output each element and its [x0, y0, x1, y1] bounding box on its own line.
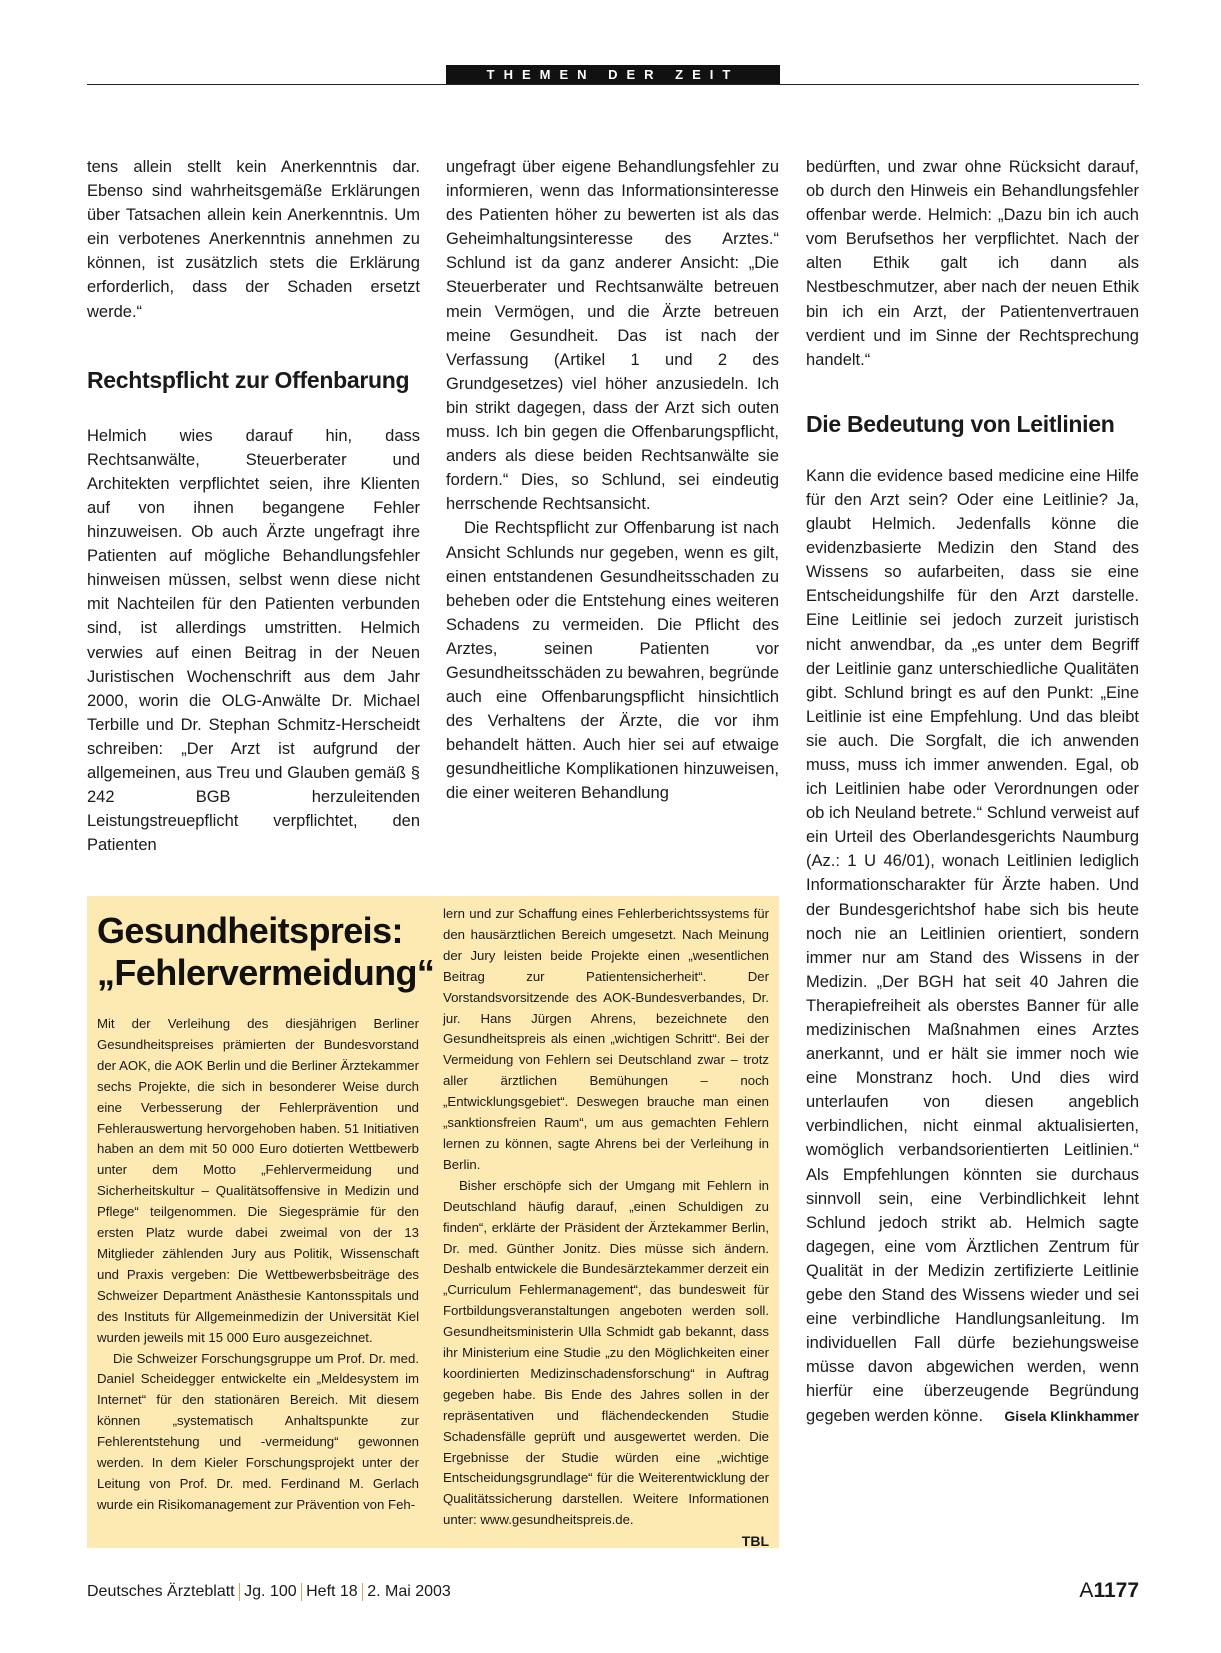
col1-paragraph-1: tens allein stellt kein Anerkenntnis dar. Ebenso sind wahrheitsgemäße Erklärungen über Tatsachen allein kein Anerkenntnis. Um ein verbotenes Anerkenntnis annehmen zu können, ist zusätzlich stets die Erklärung erforderlich, dass der Schaden ersetzt werde.“ [87, 158, 420, 321]
footer-journal: Deutsches Ärzteblatt [87, 1583, 235, 1601]
box-signature-row [443, 1531, 769, 1553]
col2-paragraph-2: Die Rechtspflicht zur Offenbarung ist nach Ansicht Schlunds nur gegeben, wenn es gilt, einen entstandenen Gesundheitsschaden zu beheben oder die Entstehung eines weiteren Schadens zu vermeiden. Die Pflicht des Arztes, seinen Patienten vor Gesundheitsschäden zu bewahren, begründe auch eine Offenbarungspflicht hinsichtlich des Verhaltens der Ärzte, die vor ihm behandelt hätten. Auch hier sei auf etwaige gesundheitliche Komplikationen hinzuweisen, die einer weiteren Behandlung [446, 519, 779, 803]
column-1 [87, 155, 420, 857]
page-prefix: A [1079, 1579, 1094, 1602]
box-paragraph-4: Bisher erschöpfe sich der Umgang mit Fehlern in Deutschland häufig darauf, „einen Schuldigen zu finden“, erklärte der Präsident der Ärztekammer Berlin, Dr. med. Günther Jonitz. Dies müsse sich ändern. Deshalb entwickele die Bundesärztekammer derzeit ein „Curriculum Fehlermanagement“, das bundesweit für Fortbildungsveranstaltungen angeboten werden soll. Gesundheitsministerin Ulla Schmidt gab bekannt, dass ihr Ministerium eine Studie „zu den Möglichkeiten einer koordinierten Medizinschadensforschung“ in Auftrag gegeben habe. Bis Ende des Jahres sollen in der repräsentativen und flächendeckenden Studie Schadensfälle geprüft und ausgewertet werden. Die Ergebnisse der Studie würden eine „wichtige Entscheidungsgrundlage“ für die Weiterentwicklung der Qualitätssicherung darstellen. Weitere Informationen unter: www.gesundheitspreis.de. [443, 1177, 769, 1528]
footer-volume: Jg. 100 [244, 1583, 297, 1601]
col1-paragraph-2: Helmich wies darauf hin, dass Rechtsanwälte, Steuerberater und Architekten verpflichtet seien, ihre Klienten auf von ihnen begangene Fehler hinzuweisen. Ob auch Ärzte ungefragt ihre Patienten auf mögliche Behandlungsfehler hinweisen müssen, selbst wenn diese nicht mit Nachteilen für den Patienten verbunden sind, ist allerdings umstritten. Helmich verwies auf einen Beitrag in der Neuen Juristischen Wochenschrift aus dem Jahr 2000, worin die OLG-Anwälte Dr. Michael Terbille und Dr. Stephan Schmitz-Herscheidt schreiben: „Der Arzt ist aufgrund der allgemeinen, aus Treu und Glauben gemäß § 242 BGB herzuleitenden Leistungstreuepflicht verpflichtet, den Patienten [87, 426, 420, 855]
col3-paragraph-2 [806, 464, 1139, 1428]
footer-date: 2. Mai 2003 [367, 1583, 451, 1601]
box-paragraph-2: Die Schweizer Forschungsgruppe um Prof. Dr. med. Daniel Scheidegger entwickelte ein „Meldesystem im Internet“ für den stationären Bereich. Mit diesem können „systematisch Anhaltspunkte zur Fehlerentstehung und -vermeidung“ gewonnen werden. In dem Kieler Forschungsprojekt unter der Leitung von Prof. Dr. med. Ferdinand M. Gerlach wurde ein Risikomanagement zur Prävention von Feh- [97, 1350, 419, 1512]
page-number [1079, 1579, 1139, 1603]
column-3 [806, 155, 1139, 1428]
column-2 [446, 155, 779, 806]
col3-paragraph-2-text: Kann die evidence based medicine eine Hilfe für den Arzt sein? Oder eine Leitlinie? Ja, glaubt Helmich. Jedenfalls könne die evidenzbasierte Medizin den Stand des Wissens so aufarbeiten, dass sie eine Entscheidungshilfe für den Arzt darstelle. Eine Leitlinie sei jedoch zurzeit juristisch nicht anwendbar, da „es unter dem Begriff der Leitlinie ganz unterschiedliche Qualitäten gibt. Schlund bringt es auf den Punkt: „Eine Leitlinie ist eine Empfehlung. Und das bleibt sie auch. Die Sorgfalt, die ich anwenden muss, muss ich immer anwenden. Egal, ob ich Leitlinien habe oder Verordnungen oder ob ich Neuland betrete.“ Schlund verweist auf ein Urteil des Oberlandesgerichts Naumburg (Az.: 1 U 46/01), wonach Leitlinien lediglich Informationscharakter für Ärzte haben. Und der Bundesgerichtshof habe sich bis heute noch nie an Leitlinien orientiert, sondern immer nur am Stand des Wissens in der Medizin. „Der BGH hat seit 40 Jahren die Therapiefreiheit als oberstes Banner für alle medizinischen Maßnahmen eines Arztes anerkannt, und er hält sie immer noch wie eine Monstranz hoch. Und dies wird unterlaufen von diesen angeblich verbindlichen, nicht einmal aktualisierten, womöglich verbandsorientierten Leitlinien.“ Als Empfehlungen könnten sie durchaus sinnvoll sein, eine Verbindlichkeit lehnt Schlund jedoch strikt ab. Helmich sagte dagegen, eine vom Ärztlichen Zentrum für Qualität in der Medizin zertifizierte Leitlinie gebe den Stand des Wissens wieder und sei eine verbindliche Handlungsanleitung. Im individuellen Fall dürfe beziehungsweise müsse davon abgewichen werden, wenn hierfür eine überzeugende Begründung gegeben werden könne. [806, 466, 1139, 1425]
col2-paragraph-1: ungefragt über eigene Behandlungsfehler zu informieren, wenn das Informationsinteresse des Patienten höher zu bewerten ist als das Geheimhaltungsinteresse des Arztes.“ Schlund ist da ganz anderer Ansicht: „Die Steuerberater und Rechtsanwälte betreuen mein Vermögen, und die Ärzte betreuen meine Gesundheit. Das ist nach der Verfassung (Artikel 1 und 2 des Grundgesetzes) viel höher anzusiedeln. Ich bin strikt dagegen, dass der Arzt sich outen muss. Ich bin gegen die Offenbarungspflicht, anders als diese beiden Rechtsanwälte sie fordern.“ Dies, so Schlund, sei eindeutig herrschende Rechtsansicht. [446, 158, 779, 514]
page-number-value: 1177 [1093, 1579, 1139, 1602]
col3-paragraph-1: bedürften, und zwar ohne Rücksicht darauf, ob durch den Hinweis ein Behandlungsfehler offenbar werde. Helmich: „Dazu bin ich auch vom Berufsethos her verpflichtet. Nach der alten Ethik galt ich dann als Nestbeschmutzer, aber nach der neuen Ethik bin ich ein Arzt, der Patientenvertrauen verdient und im Sinne der Rechtsprechung handelt.“ [806, 158, 1139, 369]
footer-separator [301, 1583, 303, 1601]
footer-separator [239, 1583, 241, 1601]
box-title-line-2: „Fehlervermeidung“ [97, 952, 435, 993]
heading-leitlinien: Die Bedeutung von Leitlinien [806, 410, 1115, 437]
box-title [97, 910, 435, 994]
box-paragraph-3: lern und zur Schaffung eines Fehlerberichtssystems für den hausärztlichen Bereich umgesetzt. Nach Meinung der Jury leisten beide Projekte einen „wesentlichen Beitrag zur Patientensicherheit“. Der Vorstandsvorsitzende des AOK-Bundesverbandes, Dr. jur. Hans Jürgen Ahrens, bezeichnete den Gesundheitspreis als einen „wichtigen Schritt“. Bei der Vermeidung von Fehlern sei Deutschland zwar – trotz aller ärztlichen Bemühungen – noch „Entwicklungsgebiet“. Deswegen brauche man einen „sanktionsfreien Raum“, um aus gemachten Fehlern lernen zu können, sagte Ahrens bei der Verleihung in Berlin. [443, 906, 769, 1172]
heading-rechtspflicht: Rechtspflicht zur Offenbarung [87, 366, 410, 393]
box-column-1 [97, 1014, 419, 1516]
box-paragraph-1: Mit der Verleihung des diesjährigen Berliner Gesundheitspreises prämierten der Bundesvorstand der AOK, die AOK Berlin und die Berliner Ärztekammer sechs Projekte, die sich in besonderer Weise durch eine Verbesserung der Fehlerprävention und Fehlerauswertung hervorgehoben haben. 51 Initiativen haben an dem mit 50 000 Euro dotierten Wettbewerb unter dem Motto „Fehlervermeidung und Sicherheitskultur – Qualitätsoffensive in Medizin und Pflege“ teilgenommen. Die Siegesprämie für den ersten Platz wurde dabei zweimal von der 13 Mitglieder zählenden Jury aus Politik, Wissenschaft und Praxis vergeben: Die Wettbewerbsbeiträge des Schweizer Department Anästhesie Kantonsspitals und des Instituts für Allgemeinmedizin der Universität Kiel wurden jeweils mit 15 000 Euro ausgezeichnet. [97, 1016, 419, 1345]
info-box [87, 896, 779, 1548]
section-label: THEMEN DER ZEIT [446, 65, 780, 85]
footer-separator [362, 1583, 364, 1601]
footer-citation [87, 1583, 451, 1601]
box-title-line-1: Gesundheitspreis: [97, 910, 403, 951]
author-byline: Gisela Klinkhammer [1004, 1407, 1139, 1424]
footer-issue: Heft 18 [306, 1583, 358, 1601]
header-rule [87, 84, 1139, 85]
box-signature: TBL [741, 1533, 769, 1550]
box-column-2 [443, 904, 769, 1553]
